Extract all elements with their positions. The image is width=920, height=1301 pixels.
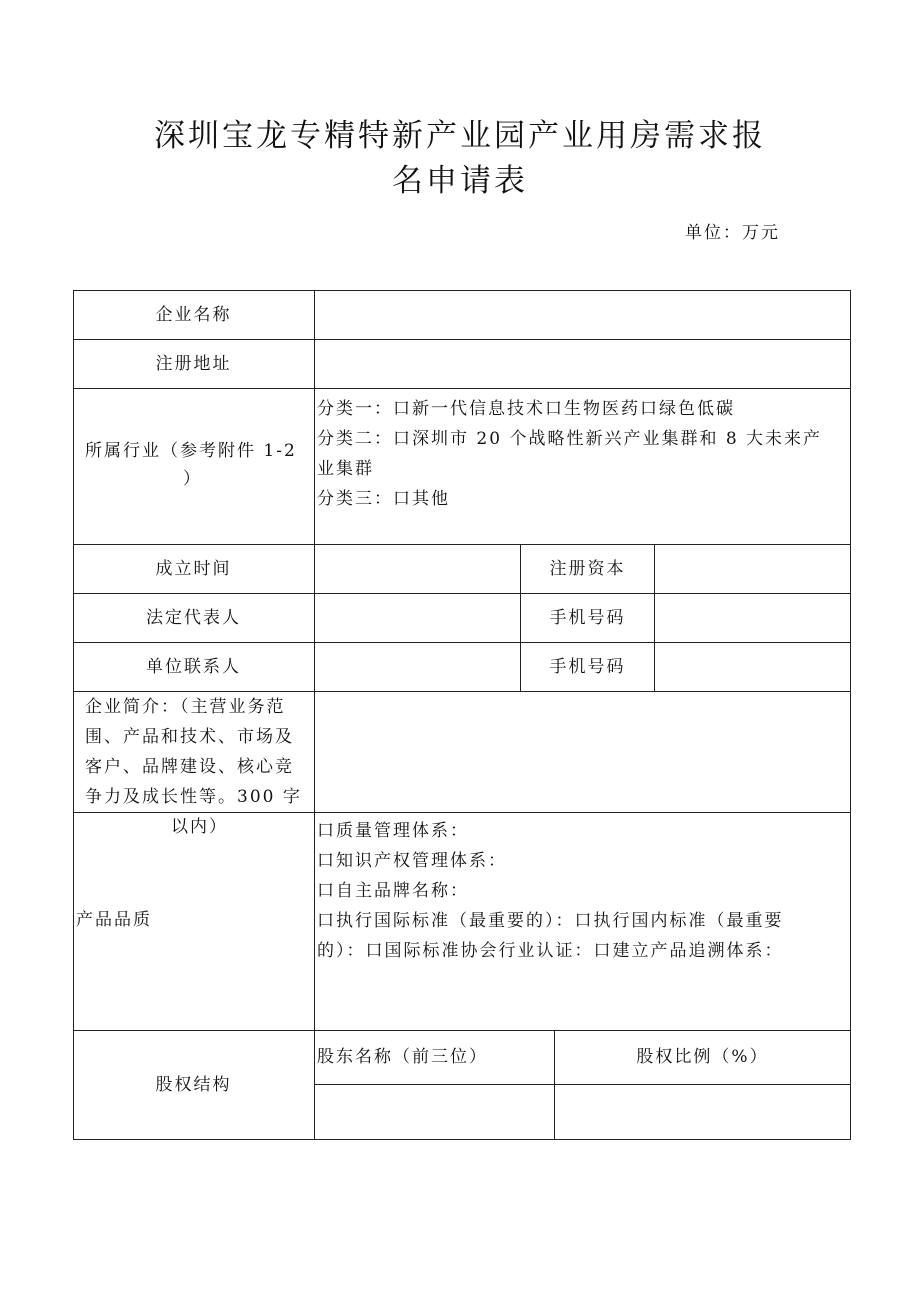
row-border xyxy=(73,388,851,389)
legal-rep-phone-field[interactable] xyxy=(655,593,850,642)
standards-checkbox-line[interactable]: 口执行国际标准（最重要的）：口执行国内标准（最重要 xyxy=(317,911,784,931)
registered-capital-field[interactable] xyxy=(655,544,850,593)
company-profile-label-line-3: 客户、品牌建设、核心竞 xyxy=(85,757,294,777)
established-date-field[interactable] xyxy=(315,544,520,593)
industry-options[interactable] xyxy=(317,394,849,514)
contact-phone-label: 手机号码 xyxy=(549,656,626,677)
legal-representative-field[interactable] xyxy=(315,593,520,642)
registered-address-field[interactable] xyxy=(315,339,850,388)
industry-option-category-2-cont: 业集群 xyxy=(317,459,374,479)
col-border xyxy=(73,290,74,1140)
company-name-field[interactable] xyxy=(315,290,850,339)
company-profile-label-line-5: 以内） xyxy=(171,817,228,837)
col-border xyxy=(850,290,851,1140)
shareholder-name-header: 股东名称（前三位） xyxy=(317,1047,488,1067)
equity-ratio-header: 股权比例（%） xyxy=(636,1047,769,1067)
company-profile-label-line-2: 围、产品和技术、市场及 xyxy=(85,727,294,747)
registered-address-label: 注册地址 xyxy=(155,353,232,374)
standards-checkbox-line-cont[interactable]: 的）：口国际标准协会行业认证：口建立产品追溯体系： xyxy=(317,941,784,961)
ip-management-checkbox[interactable]: 口知识产权管理体系： xyxy=(317,851,507,871)
own-brand-checkbox[interactable]: 口自主品牌名称： xyxy=(317,881,469,901)
company-profile-label-line-4: 争力及成长性等。300 字 xyxy=(85,787,302,807)
contact-phone-field[interactable] xyxy=(655,642,850,691)
industry-label xyxy=(85,436,311,492)
company-name-label: 企业名称 xyxy=(155,304,232,325)
company-profile-field[interactable] xyxy=(315,692,850,812)
row-border xyxy=(73,1139,851,1140)
form-title-line-1: 深圳宝龙专精特新产业园产业用房需求报 xyxy=(154,118,766,154)
form-title-line-2: 名申请表 xyxy=(392,163,528,199)
unit-label: 单位：万元 xyxy=(685,223,780,243)
equity-ratio-field[interactable] xyxy=(555,1085,850,1139)
industry-option-category-3[interactable]: 分类三：口其他 xyxy=(317,489,450,509)
product-quality-options[interactable] xyxy=(317,816,849,966)
company-profile-label-line-1: 企业简介：（主营业务范 xyxy=(85,697,286,717)
contact-person-label: 单位联系人 xyxy=(146,656,241,677)
company-profile-label xyxy=(85,692,313,837)
registered-capital-label: 注册资本 xyxy=(549,558,626,579)
industry-label-line-2: ） xyxy=(183,469,202,489)
industry-option-category-2[interactable]: 分类二：口深圳市 20 个战略性新兴产业集群和 8 大未来产 xyxy=(317,429,823,449)
quality-management-checkbox[interactable]: 口质量管理体系： xyxy=(317,821,469,841)
shareholder-name-field[interactable] xyxy=(315,1085,554,1139)
industry-label-line-1: 所属行业（参考附件 1-2 xyxy=(85,441,297,461)
equity-structure-label: 股权结构 xyxy=(155,1074,232,1095)
application-form-table xyxy=(73,290,851,1140)
legal-rep-phone-label: 手机号码 xyxy=(549,607,626,628)
industry-option-category-1[interactable]: 分类一：口新一代信息技术口生物医药口绿色低碳 xyxy=(317,399,735,419)
established-date-label: 成立时间 xyxy=(155,558,232,579)
product-quality-label: 产品品质 xyxy=(76,910,152,930)
legal-representative-label: 法定代表人 xyxy=(146,607,241,628)
contact-person-field[interactable] xyxy=(315,642,520,691)
